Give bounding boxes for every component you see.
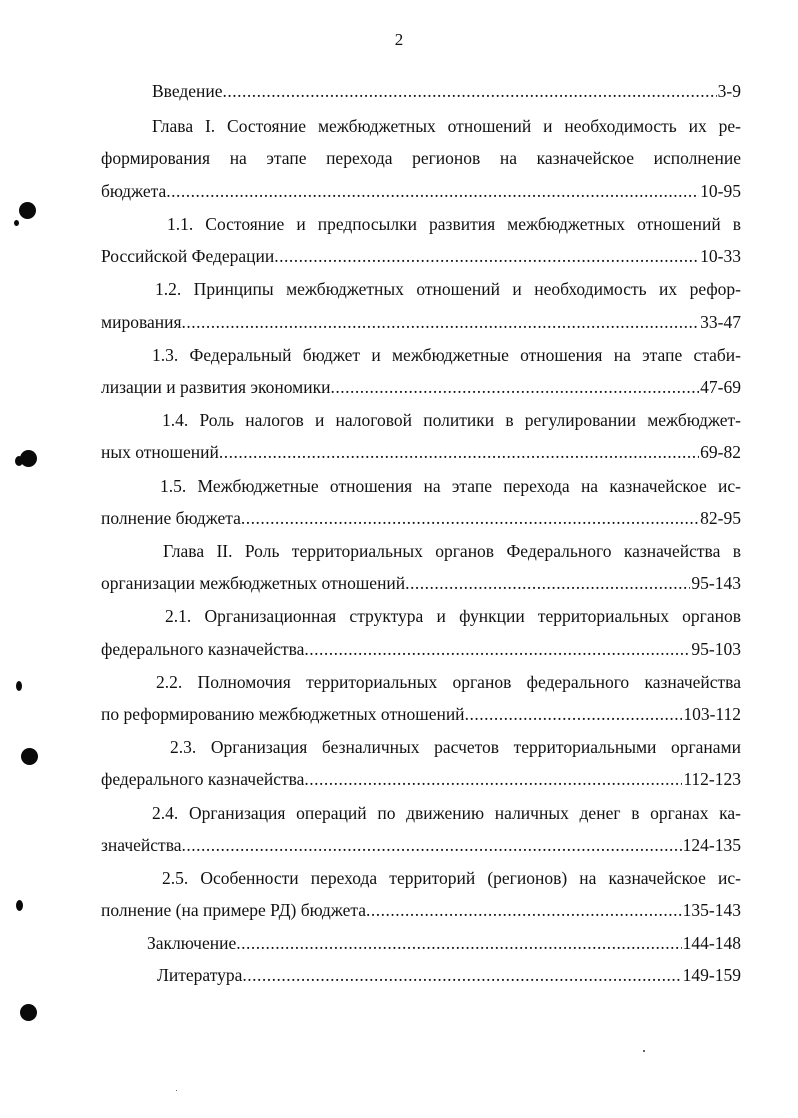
toc-entry-text: формирования на этапе перехода регионов на казначейское исполнение [101, 148, 741, 168]
toc-entry-text: Глава II. Роль территориальных органов Федерального казначейства в [163, 541, 741, 561]
toc-entry-1-4-line1 [162, 407, 741, 433]
toc-entry-title: лизации и развития экономики [101, 377, 331, 397]
toc-leader-dots [236, 930, 681, 956]
toc-entry-1-3-last [101, 374, 741, 400]
toc-entry-conclusion [147, 930, 741, 956]
toc-entry-pages: 124-135 [682, 835, 741, 855]
punch-hole-mark [16, 681, 22, 691]
toc-entry-title: бюджета [101, 181, 167, 201]
toc-entry-title: значейства [101, 835, 182, 855]
toc-entry-2-4-line1 [152, 800, 741, 826]
toc-entry-2-1-last [101, 636, 741, 662]
toc-entry-text: Глава I. Состояние межбюджетных отношений и необходимость их ре- [152, 116, 741, 136]
toc-entry-pages: 95-143 [691, 573, 741, 593]
scan-speck [643, 1050, 645, 1052]
toc-leader-dots [405, 570, 690, 596]
toc-entry-1-5-last [101, 505, 741, 531]
toc-entry-title: полнение (на примере РД) бюджета [101, 900, 366, 920]
toc-leader-dots [242, 962, 681, 988]
toc-entry-2-1-line1 [165, 603, 741, 629]
toc-leader-dots [182, 832, 682, 858]
toc-entry-text: 2.2. Полномочия территориальных органов федерального казначейства [156, 672, 741, 692]
toc-entry-title: Введение [152, 81, 223, 101]
toc-entry-title: по реформированию межбюджетных отношений [101, 704, 465, 724]
toc-entry-pages: 82-95 [700, 508, 741, 528]
toc-leader-dots [219, 439, 699, 465]
toc-entry-1-4-last [101, 439, 741, 465]
toc-entry-pages: 33-47 [700, 312, 741, 332]
page-number: 2 [394, 30, 404, 49]
toc-entry-title: Литература [157, 965, 243, 985]
toc-entry-2-3-last [101, 766, 741, 792]
toc-entry-title: федерального казначейства [101, 769, 305, 789]
toc-entry-pages: 10-33 [700, 246, 741, 266]
toc-entry-literature [157, 962, 741, 988]
toc-entry-text: 1.3. Федеральный бюджет и межбюджетные отношения на этапе стаби- [152, 345, 741, 365]
toc-leader-dots [304, 766, 682, 792]
toc-entry-1-1-line1 [167, 211, 741, 237]
toc-leader-dots [241, 505, 699, 531]
punch-hole-mark [15, 456, 23, 466]
toc-leader-dots [366, 897, 682, 923]
toc-entry-chapter1-last [101, 178, 741, 204]
toc-entry-1-2-last [101, 309, 741, 335]
toc-entry-pages: 135-143 [682, 900, 741, 920]
toc-entry-title: Заключение [147, 933, 237, 953]
toc-entry-pages: 47-69 [700, 377, 741, 397]
toc-leader-dots [465, 701, 683, 727]
toc-entry-pages: 144-148 [682, 933, 741, 953]
toc-entry-title: Российской Федерации [101, 246, 275, 266]
toc-entry-2-2-last [101, 701, 741, 727]
toc-entry-text: 2.3. Организация безналичных расчетов территориальными органами [170, 737, 741, 757]
toc-entry-text: 2.1. Организационная структура и функции территориальных органов [165, 606, 741, 626]
punch-hole-mark [19, 202, 36, 219]
toc-leader-dots [304, 636, 690, 662]
toc-entry-pages: 103-112 [683, 704, 741, 724]
punch-hole-mark [14, 220, 19, 226]
toc-entry-1-3-line1 [152, 342, 741, 368]
toc-leader-dots [330, 374, 699, 400]
toc-entry-2-5-line1 [162, 865, 741, 891]
toc-entry-text: 1.1. Состояние и предпосылки развития межбюджетных отношений в [167, 214, 741, 234]
scan-speck [176, 1090, 177, 1091]
toc-entry-chapter2-last [101, 570, 741, 596]
toc-entry-chapter2-line1 [163, 538, 741, 564]
toc-entry-text: 1.4. Роль налогов и налоговой политики в регулировании межбюджет- [162, 410, 741, 430]
toc-entry-text: 2.4. Организация операций по движению наличных денег в органах ка- [152, 803, 741, 823]
toc-entry-1-2-line1 [155, 276, 741, 302]
toc-leader-dots [274, 243, 699, 269]
toc-entry-1-1-last [101, 243, 741, 269]
toc-entry-pages: 69-82 [700, 442, 741, 462]
toc-leader-dots [223, 78, 717, 104]
toc-entry-title: организации межбюджетных отношений [101, 573, 406, 593]
toc-entry-chapter1-line2 [101, 145, 741, 171]
toc-entry-title: федерального казначейства [101, 639, 305, 659]
punch-hole-mark [20, 1004, 37, 1021]
toc-entry-1-5-line1 [160, 473, 741, 499]
toc-entry-introduction [152, 78, 741, 104]
toc-entry-text: 1.5. Межбюджетные отношения на этапе перехода на казначейское ис- [160, 476, 741, 496]
toc-entry-2-5-last [101, 897, 741, 923]
toc-entry-chapter1-line1 [152, 113, 741, 139]
toc-entry-pages: 3-9 [717, 81, 741, 101]
punch-hole-mark [16, 900, 23, 911]
toc-leader-dots [182, 309, 700, 335]
toc-entry-pages: 149-159 [682, 965, 741, 985]
toc-entry-2-4-last [101, 832, 741, 858]
punch-hole-mark [21, 748, 38, 765]
toc-entry-pages: 112-123 [683, 769, 741, 789]
toc-entry-title: мирования [101, 312, 182, 332]
toc-leader-dots [166, 178, 699, 204]
toc-entry-title: ных отношений [101, 442, 219, 462]
toc-entry-2-3-line1 [170, 734, 741, 760]
toc-entry-pages: 10-95 [700, 181, 741, 201]
toc-entry-2-2-line1 [156, 669, 741, 695]
toc-entry-text: 2.5. Особенности перехода территорий (регионов) на казначейское ис- [162, 868, 741, 888]
toc-entry-pages: 95-103 [691, 639, 741, 659]
toc-entry-title: полнение бюджета [101, 508, 241, 528]
toc-entry-text: 1.2. Принципы межбюджетных отношений и необходимость их рефор- [155, 279, 741, 299]
